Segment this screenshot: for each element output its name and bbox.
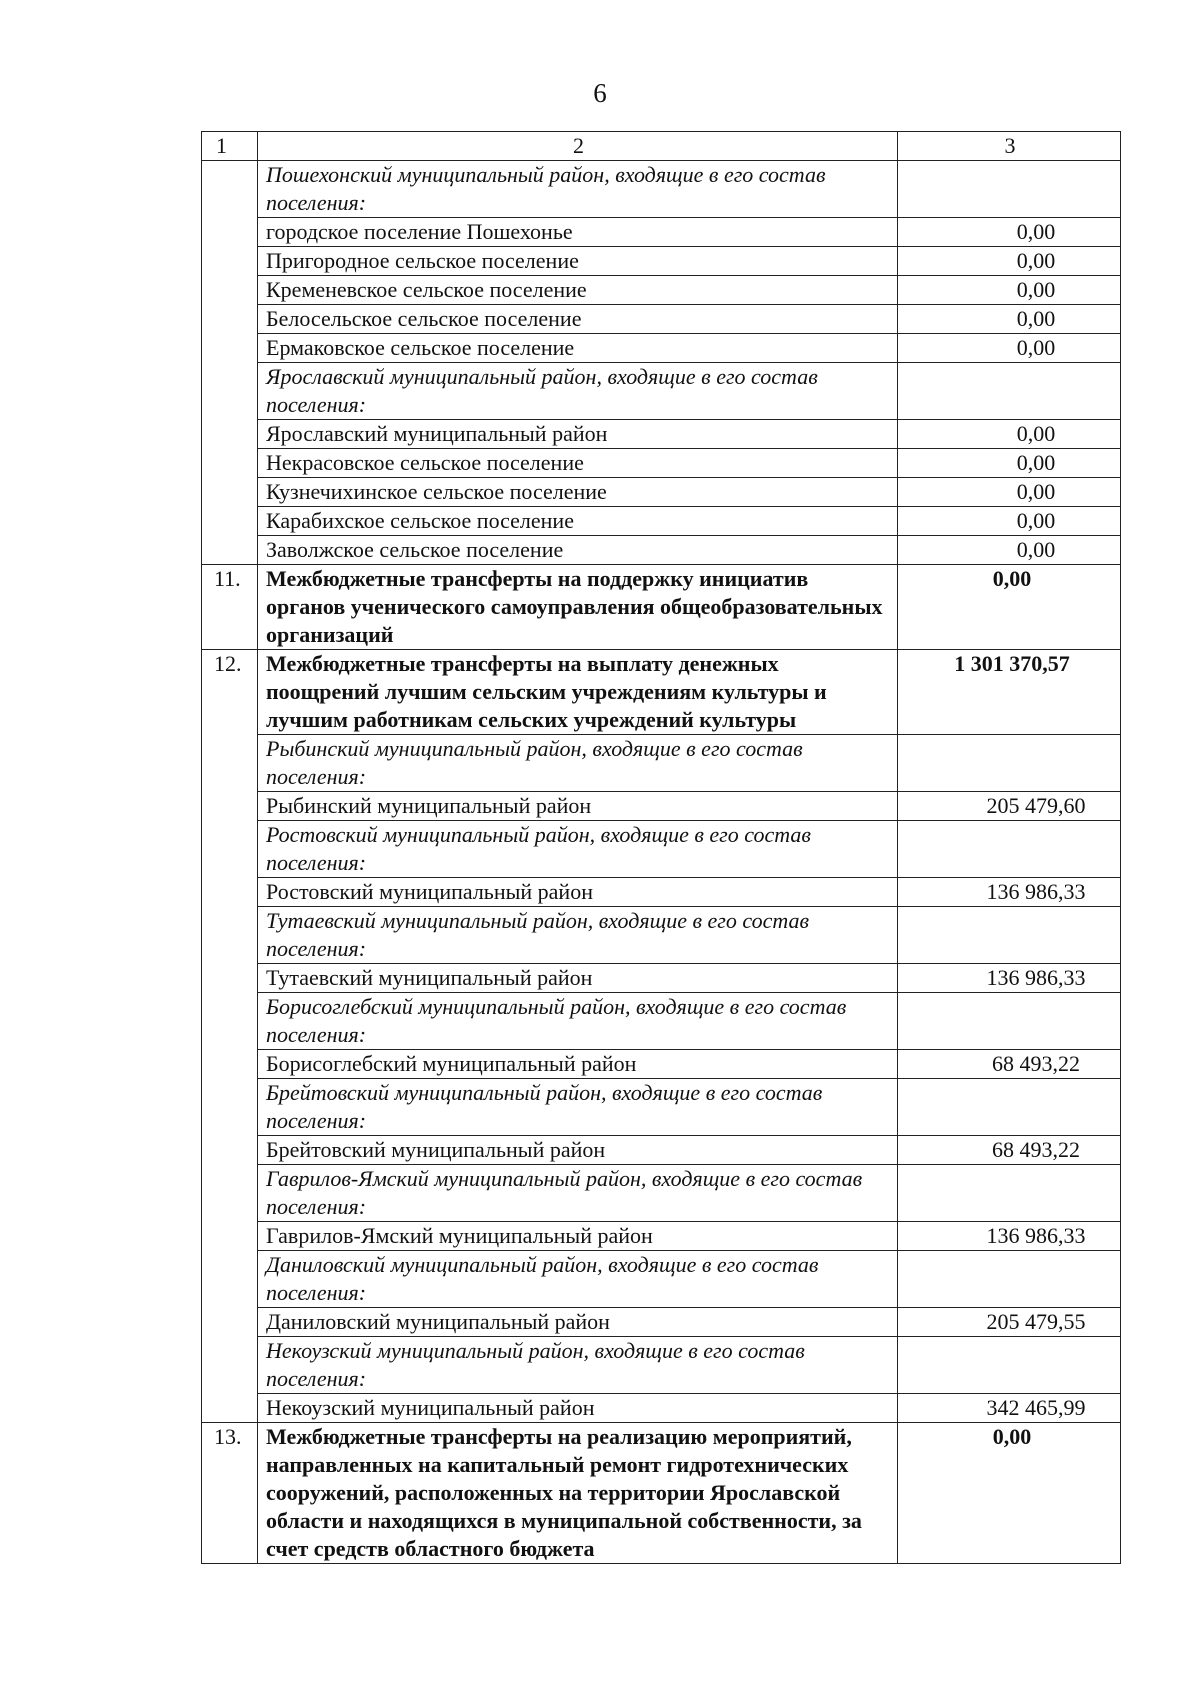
district-heading-row [202,1165,1121,1222]
district-heading: Тутаевский муниципальный район, входящие в его состав поселения: [258,907,898,964]
amount-cell: 0,00 [898,276,1121,305]
table-row [202,305,1121,334]
recipient-name: Кременевское сельское поселение [258,276,898,305]
amount-cell: 205 479,55 [898,1308,1121,1337]
table-row [202,478,1121,507]
amount-cell: 136 986,33 [898,964,1121,993]
amount-cell: 68 493,22 [898,1050,1121,1079]
section-title: Межбюджетные трансферты на выплату денежных поощрений лучшим сельским учреждениям культуры и лучшим работникам сельских учреждений культуры [258,650,898,735]
recipient-name: Белосельское сельское поселение [258,305,898,334]
district-heading: Пошехонский муниципальный район, входящие в его состав поселения: [258,161,898,218]
header-col-1: 1 [202,132,258,161]
amount-cell: 0,00 [898,1423,1121,1564]
district-heading-row [202,161,1121,218]
recipient-name: Ярославский муниципальный район [258,420,898,449]
amount-cell [898,1079,1121,1136]
district-heading-row [202,1251,1121,1308]
recipient-name: Пригородное сельское поселение [258,247,898,276]
recipient-name: Гаврилов-Ямский муниципальный район [258,1222,898,1251]
table-row [202,218,1121,247]
section-title: Межбюджетные трансферты на поддержку инициатив органов ученического самоуправления общеобразовательных организаций [258,565,898,650]
amount-cell [898,735,1121,792]
recipient-name: Рыбинский муниципальный район [258,792,898,821]
district-heading: Некоузский муниципальный район, входящие в его состав поселения: [258,1337,898,1394]
header-col-3: 3 [898,132,1121,161]
table-row [202,878,1121,907]
row-number: 13. [202,1423,258,1564]
table-row [202,334,1121,363]
district-heading-row [202,993,1121,1050]
district-heading: Рыбинский муниципальный район, входящие в его состав поселения: [258,735,898,792]
amount-cell: 1 301 370,57 [898,650,1121,735]
amount-cell [898,1251,1121,1308]
recipient-name: Некрасовское сельское поселение [258,449,898,478]
table-row [202,792,1121,821]
page-number: 6 [593,78,607,108]
district-heading: Ростовский муниципальный район, входящие в его состав поселения: [258,821,898,878]
table-row [202,1050,1121,1079]
recipient-name: Ростовский муниципальный район [258,878,898,907]
amount-cell [898,993,1121,1050]
table-row [202,536,1121,565]
recipient-name: Ермаковское сельское поселение [258,334,898,363]
amount-cell: 136 986,33 [898,878,1121,907]
recipient-name: Некоузский муниципальный район [258,1394,898,1423]
district-heading: Ярославский муниципальный район, входящие в его состав поселения: [258,363,898,420]
amount-cell: 0,00 [898,218,1121,247]
district-heading-row [202,735,1121,792]
recipient-name: Борисоглебский муниципальный район [258,1050,898,1079]
district-heading-row [202,821,1121,878]
district-heading-row [202,1337,1121,1394]
recipient-name: Брейтовский муниципальный район [258,1136,898,1165]
amount-cell: 0,00 [898,305,1121,334]
amount-cell: 0,00 [898,449,1121,478]
header-col-2: 2 [258,132,898,161]
table-header-row [202,132,1121,161]
amount-cell: 0,00 [898,247,1121,276]
recipient-name: Карабихское сельское поселение [258,507,898,536]
amount-cell [898,161,1121,218]
table-row [202,1222,1121,1251]
amount-cell: 342 465,99 [898,1394,1121,1423]
recipient-name: городское поселение Пошехонье [258,218,898,247]
amount-cell: 136 986,33 [898,1222,1121,1251]
section-title-row [202,650,1121,735]
amount-cell [898,1165,1121,1222]
table-row [202,507,1121,536]
amount-cell [898,363,1121,420]
section-title-row [202,1423,1121,1564]
table-row [202,1136,1121,1165]
table-row [202,449,1121,478]
amount-cell: 205 479,60 [898,792,1121,821]
district-heading: Брейтовский муниципальный район, входящие в его состав поселения: [258,1079,898,1136]
district-heading: Даниловский муниципальный район, входящие в его состав поселения: [258,1251,898,1308]
amount-cell: 0,00 [898,536,1121,565]
district-heading: Борисоглебский муниципальный район, входящие в его состав поселения: [258,993,898,1050]
recipient-name: Тутаевский муниципальный район [258,964,898,993]
row-number [202,161,258,565]
table-row [202,247,1121,276]
amount-cell: 0,00 [898,478,1121,507]
table-row [202,1394,1121,1423]
recipient-name: Даниловский муниципальный район [258,1308,898,1337]
amount-cell: 0,00 [898,334,1121,363]
table-row [202,1308,1121,1337]
transfers-table [201,131,1121,1564]
row-number: 11. [202,565,258,650]
recipient-name: Заволжское сельское поселение [258,536,898,565]
amount-cell [898,821,1121,878]
amount-cell: 0,00 [898,565,1121,650]
row-number: 12. [202,650,258,1423]
amount-cell: 68 493,22 [898,1136,1121,1165]
district-heading: Гаврилов-Ямский муниципальный район, входящие в его состав поселения: [258,1165,898,1222]
amount-cell: 0,00 [898,507,1121,536]
district-heading-row [202,363,1121,420]
table-row [202,420,1121,449]
amount-cell: 0,00 [898,420,1121,449]
amount-cell [898,1337,1121,1394]
table-row [202,276,1121,305]
district-heading-row [202,1079,1121,1136]
amount-cell [898,907,1121,964]
section-title-row [202,565,1121,650]
section-title: Межбюджетные трансферты на реализацию мероприятий, направленных на капитальный ремонт гидротехнических сооружений, расположенных на территории Ярославской области и находящихся в муниципальной собственности, за счет средств областного бюджета [258,1423,898,1564]
recipient-name: Кузнечихинское сельское поселение [258,478,898,507]
district-heading-row [202,907,1121,964]
table-row [202,964,1121,993]
